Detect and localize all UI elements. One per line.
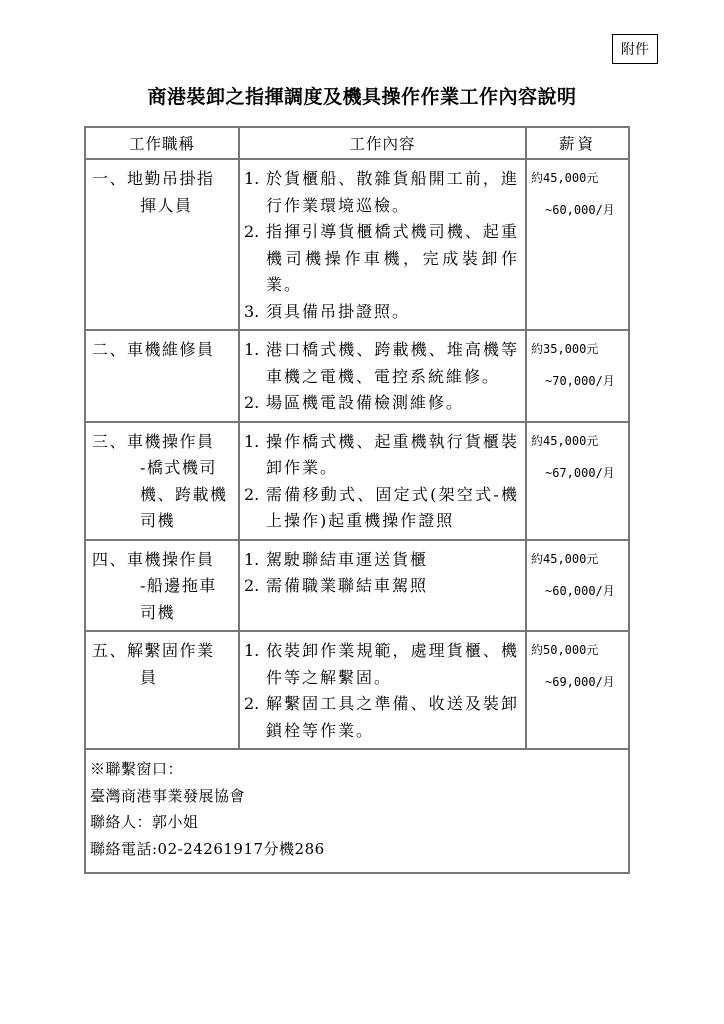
job-title-line: 機、跨載機	[140, 484, 228, 504]
job-content-cell	[239, 631, 526, 749]
contact-cell	[85, 749, 629, 873]
job-title-line: -橋式機司	[140, 458, 217, 477]
list-item: 2. 指揮引導貨櫃橋式機司機、起重機司機操作車機，完成裝卸作業。	[244, 222, 519, 294]
job-title-cell	[85, 330, 239, 422]
table-row	[85, 330, 629, 422]
salary-from: 約45,000元	[531, 433, 599, 448]
job-title-line: 揮人員	[140, 195, 193, 215]
attachment-label: 附件	[612, 34, 658, 64]
salary-from: 約45,000元	[531, 551, 599, 566]
contact-person: 聯絡人：郭小姐	[90, 813, 199, 831]
list-item: 1. 於貨櫃船、散雜貨船開工前，進行作業環境巡檢。	[244, 169, 519, 215]
header-job-content: 工作內容	[239, 127, 526, 159]
list-item: 2. 需備移動式、固定式(架空式-機上操作)起重機操作證照	[244, 484, 519, 530]
job-title-line: -船邊拖車	[140, 576, 217, 595]
job-title-line: 一、地勤吊掛指	[92, 169, 215, 188]
salary-to: ~67,000/月	[545, 465, 615, 480]
table-row	[85, 631, 629, 749]
job-title-line: 司機	[140, 602, 176, 622]
salary-from: 約50,000元	[531, 643, 599, 657]
job-content-cell	[239, 159, 526, 330]
list-item: 3. 須具備吊掛證照。	[244, 301, 411, 321]
job-title-line: 四、車機操作員	[92, 549, 215, 569]
contact-heading: ※聯繫窗口：	[90, 760, 184, 778]
contact-row	[85, 749, 629, 873]
job-content-cell	[239, 330, 526, 422]
job-content-cell	[239, 422, 526, 540]
document-title: 商港裝卸之指揮調度及機具操作作業工作內容說明	[147, 86, 577, 108]
salary-from: 約35,000元	[531, 342, 599, 356]
job-title-cell	[85, 631, 239, 749]
table-row	[85, 540, 629, 632]
list-item: 2. 場區機電設備檢測維修。	[244, 393, 465, 412]
list-item: 2. 解繫固工具之準備、收送及裝卸鎖栓等作業。	[244, 694, 519, 740]
salary-from: 約45,000元	[531, 171, 599, 185]
job-title-line: 司機	[140, 511, 176, 530]
list-item: 1. 依裝卸作業規範，處理貨櫃、機件等之解繫固。	[244, 641, 519, 687]
salary-cell	[526, 422, 629, 540]
list-item: 1. 操作橋式機、起重機執行貨櫃裝卸作業。	[244, 431, 519, 477]
header-salary: 薪資	[526, 127, 629, 159]
salary-to: ~70,000/月	[545, 374, 615, 388]
salary-cell	[526, 159, 629, 330]
job-title-line: 員	[140, 667, 158, 687]
table-row	[85, 422, 629, 540]
list-item: 1. 駕駛聯結車運送貨櫃	[244, 549, 429, 569]
table-row	[85, 159, 629, 330]
header-job-title: 工作職稱	[85, 127, 239, 159]
job-table	[84, 126, 630, 874]
job-title-line: 三、車機操作員	[92, 431, 215, 451]
contact-phone: 聯絡電話:02-24261917分機286	[90, 839, 325, 858]
table-header-row	[85, 127, 629, 159]
job-title-line: 二、車機維修員	[92, 340, 215, 359]
job-content-cell	[239, 540, 526, 632]
salary-to: ~69,000/月	[545, 675, 615, 689]
salary-to: ~60,000/月	[545, 203, 615, 217]
job-title-cell	[85, 540, 239, 632]
salary-to: ~60,000/月	[545, 583, 615, 598]
job-title-cell	[85, 159, 239, 330]
salary-cell	[526, 330, 629, 422]
salary-cell	[526, 631, 629, 749]
job-title-line: 五、解繫固作業	[92, 641, 215, 660]
list-item: 2. 需備職業聯結車駕照	[244, 576, 429, 595]
contact-org: 臺灣商港事業發展協會	[90, 786, 246, 805]
list-item: 1. 港口橋式機、跨載機、堆高機等車機之電機、電控系統維修。	[244, 340, 519, 386]
job-title-cell	[85, 422, 239, 540]
salary-cell	[526, 540, 629, 632]
